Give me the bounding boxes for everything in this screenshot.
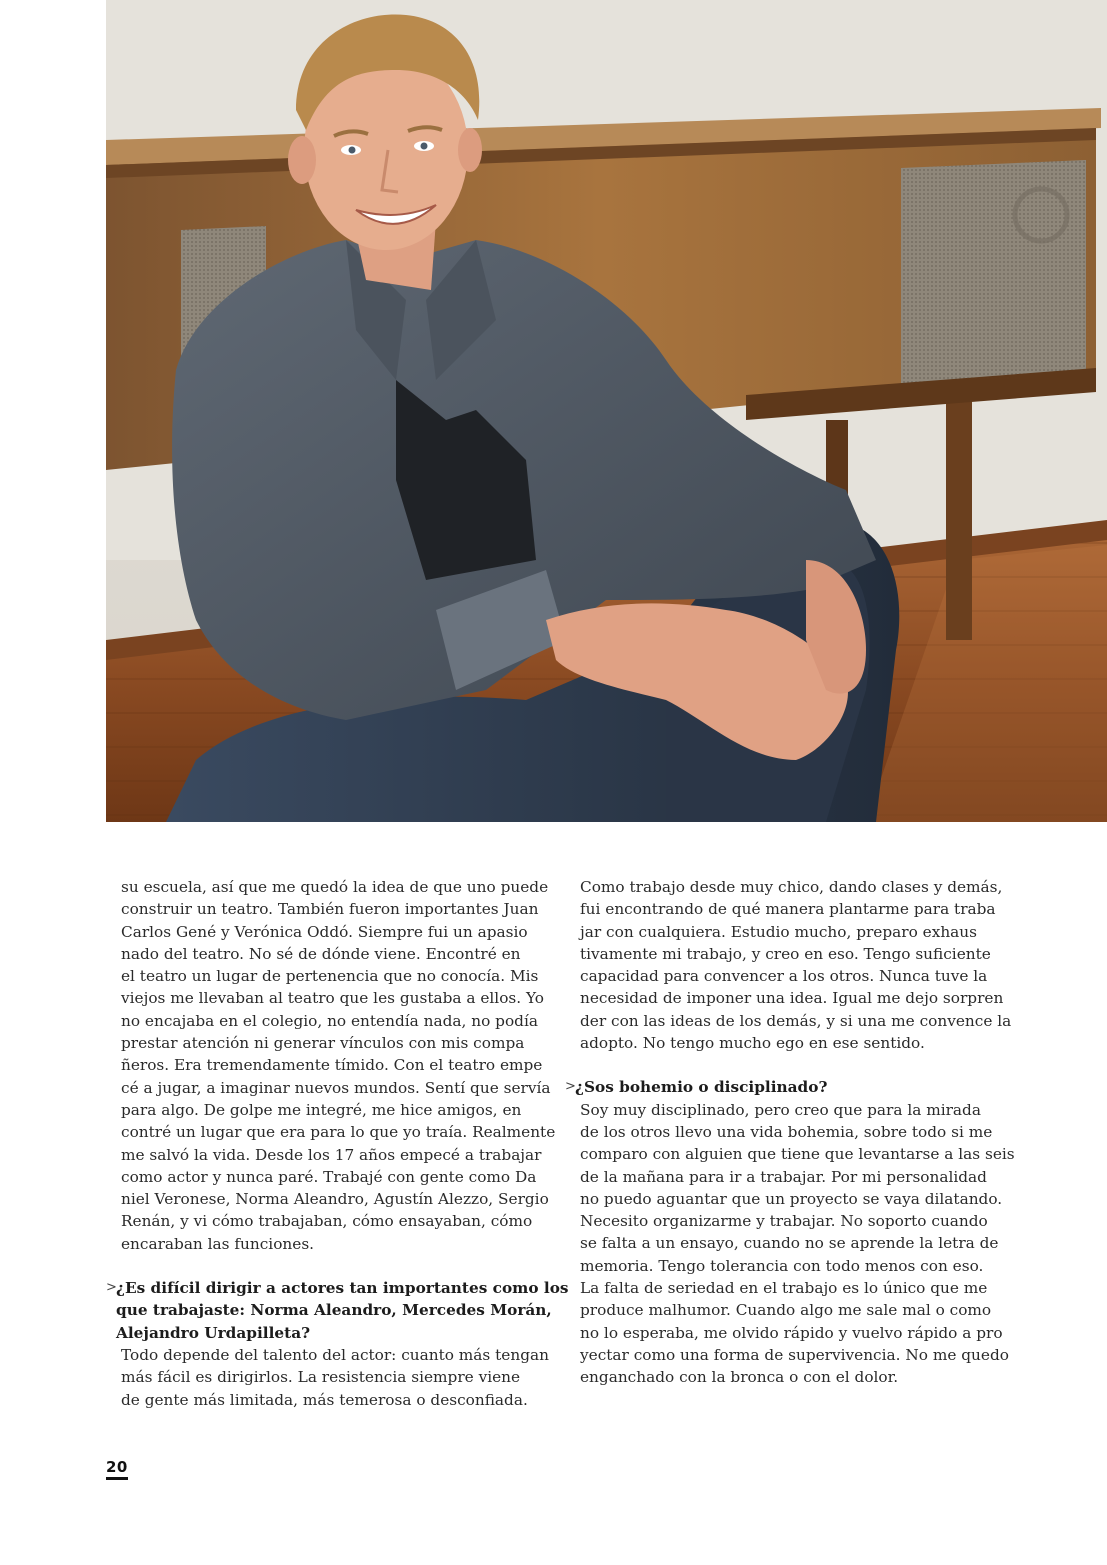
text-line: para algo. De golpe me integré, me hice amigos, en [121, 1100, 522, 1119]
answer-line: de gente más limitada, más temerosa o desconfiada. [121, 1390, 528, 1409]
answer-line: Todo depende del talento del actor: cuanto más tengan [121, 1345, 549, 1364]
answer-line: produce malhumor. Cuando algo me sale mal o como [580, 1301, 992, 1320]
question-line: Alejandro Urdapilleta? [116, 1323, 311, 1342]
text-line: el teatro un lugar de pertenencia que no conocía. Mis [121, 967, 539, 986]
answer-line: La falta de seriedad en el trabajo es lo único que me [580, 1279, 988, 1298]
question-marker: > [106, 1280, 117, 1296]
answer-line: de los otros llevo una vida bohemia, sobre todo si me [580, 1122, 993, 1141]
answer-line: Necesito organizarme y trabajar. No soporto cuando [580, 1212, 988, 1231]
answer-line: enganchado con la bronca o con el dolor. [580, 1368, 899, 1387]
text-line: me salvó la vida. Desde los 17 años empecé a trabajar [121, 1145, 542, 1164]
question-line: ¿Sos bohemio o disciplinado? [575, 1078, 828, 1097]
text-line: necesidad de imponer una idea. Igual me dejo sorpren [580, 989, 1004, 1008]
answer-line: comparo con alguien que tiene que levantarse a las seis [580, 1145, 1015, 1164]
text-line: viejos me llevaban al teatro que les gustaba a ellos. Yo [121, 989, 544, 1008]
left-intro-paragraph [106, 876, 556, 1255]
answer-line: de la mañana para ir a trabajar. Por mi personalidad [580, 1167, 987, 1186]
question-line: ¿Es difícil dirigir a actores tan importantes como los [116, 1279, 569, 1298]
page-number: 20 [106, 1459, 128, 1480]
answer-line: se falta a un ensayo, cuando no se aprende la letra de [580, 1234, 999, 1253]
answer-line: Soy muy disciplinado, pero creo que para la mirada [580, 1100, 981, 1119]
interview-question [106, 1277, 569, 1344]
text-line: su escuela, así que me quedó la idea de que uno puede [121, 878, 549, 896]
text-line: Como trabajo desde muy chico, dando clases y demás, [580, 878, 1003, 896]
answer-line: no puedo aguantar que un proyecto se vaya dilatando. [580, 1189, 1003, 1208]
text-line: encaraban las funciones. [121, 1234, 315, 1253]
interview-answer [565, 1099, 1015, 1389]
text-line: no encajaba en el colegio, no entendía nada, no podía [121, 1011, 538, 1030]
portrait-illustration [106, 0, 1107, 822]
text-line: Carlos Gené y Verónica Oddó. Siempre fui un apasio [121, 922, 528, 941]
text-line: prestar atención ni generar vínculos con mis compa [121, 1034, 525, 1053]
text-line: contré un lugar que era para lo que yo traía. Realmente [121, 1123, 556, 1142]
text-line: capacidad para convencer a los otros. Nunca tuve la [580, 967, 988, 986]
text-line: adopto. No tengo mucho ego en ese sentido. [580, 1034, 925, 1053]
answer-line: más fácil es dirigirlos. La resistencia siempre viene [121, 1368, 521, 1387]
portrait-photo [106, 0, 1107, 822]
text-line: como actor y nunca paré. Trabajé con gente como Da [121, 1167, 537, 1186]
interview-question [565, 1076, 1010, 1098]
text-line: cé a jugar, a imaginar nuevos mundos. Sentí que servía [121, 1078, 551, 1097]
text-line: niel Veronese, Norma Aleandro, Agustín Alezzo, Sergio [121, 1190, 549, 1209]
right-intro-paragraph [565, 876, 1010, 1054]
text-line: fui encontrando de qué manera plantarme para traba [580, 900, 996, 919]
answer-line: no lo esperaba, me olvido rápido y vuelvo rápido a pro [580, 1323, 1003, 1342]
text-line: ñeros. Era tremendamente tímido. Con el teatro empe [121, 1056, 543, 1075]
question-marker: > [565, 1079, 576, 1095]
interview-answer [106, 1344, 551, 1411]
text-line: Renán, y vi cómo trabajaban, cómo ensayaban, cómo [121, 1212, 533, 1231]
question-line: que trabajaste: Norma Aleandro, Mercedes Morán, [116, 1301, 552, 1320]
left-text-column [106, 876, 569, 1411]
text-line: jar con cualquiera. Estudio mucho, preparo exhaus [580, 922, 977, 941]
text-line: der con las ideas de los demás, y si una me convence la [580, 1011, 1012, 1030]
text-line: nado del teatro. No sé de dónde viene. Encontré en [121, 944, 521, 963]
answer-line: yectar como una forma de supervivencia. No me quedo [580, 1345, 1009, 1364]
text-line: construir un teatro. También fueron importantes Juan [121, 900, 539, 919]
text-line: tivamente mi trabajo, y creo en eso. Tengo suficiente [580, 944, 991, 963]
answer-line: memoria. Tengo tolerancia con todo menos con eso. [580, 1256, 984, 1275]
right-text-column [565, 876, 1015, 1389]
